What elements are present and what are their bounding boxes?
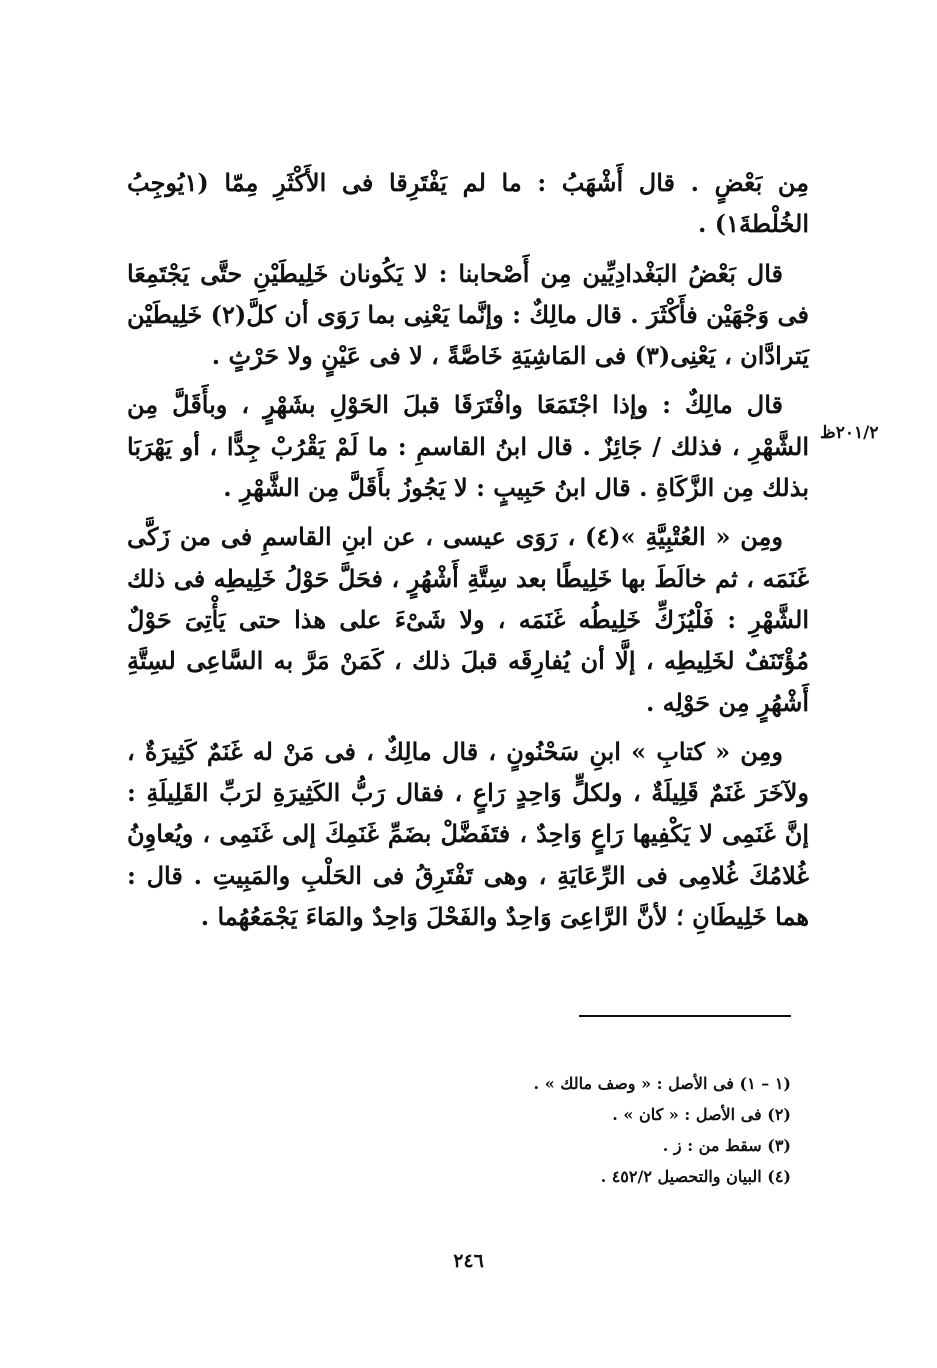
manuscript-folio-note: ٢٠١/٢ظ [820,423,879,443]
footnote-3: (٣) سقط من : ز . [662,1136,791,1155]
footnotes [291,1068,791,1192]
paragraph-4: ومِن « العُتْبِيَّةِ »(٤) ، رَوَى عيسى ، عن ابنِ القاسمِ فى من زَكَّى غَنَمَه ، ثم خالَطَ بها خَلِيطًا بعد سِتَّةِ أَشْهُرٍ ، فحَلَّ حَوْلُ خَلِيطِه فى ذلك الشَّهْرِ : فَلْيُزَكِّ خَلِيطُه غَنَمَه ، ولا شَىْءَ على هذا حتى يَأْتِىَ حَوْلٌ مُؤْتَنَفٌ لخَلِيطِه ، إلَّا أن يُفارِقَه قبلَ ذلك ، كَمَنْ مَرَّ به السَّاعِى لسِتَّةِ أَشْهُرٍ مِن حَوْلِه . [127,522,809,717]
paragraph-1: مِن بَعْضٍ . قال أَشْهَبُ : ما لم يَفْتَرِقا فى الأَكْثَرِ مِمّا (١يُوجِبُ الخُلْطةَ١) . [127,168,809,239]
paragraph-5: ومِن « كتابِ » ابنِ سَحْنُونٍ ، قال مالِكٌ ، فى مَنْ له غَنَمٌ كَثِيرَةٌ ، ولآخَرَ غَنَمٌ قَلِيلَةٌ ، ولكلٍّ وَاحِدٍ رَاعٍ ، فقال رَبُّ الكَثِيرَةِ لرَبِّ القَلِيلَةِ : إنَّ غَنَمِى لا يَكْفِيها رَاعٍ وَاحِدٌ ، فتَفَضَّلْ بضَمِّ غَنَمِكَ إلى غَنَمِى ، ويُعاوِنُ غُلامُكَ غُلامِى فى الرِّعَايَةِ ، وهى تَفْتَرِقُ فى الحَلْبِ والمَبِيتِ . قال : هما خَلِيطَانِ ؛ لأنَّ الرَّاعِىَ وَاحِدٌ والفَحْلَ وَاحِدٌ والمَاءَ يَجْمَعُهُما . [127,736,809,932]
main-text [127,162,809,945]
footnote-2: (٢) فى الأصل : « كان » . [612,1105,791,1124]
paragraph-2: قال بَعْضُ البَغْدادِيِّين مِن أَصْحابنا : لا يَكُونان خَلِيطَيْنِ حتَّى يَجْتَمِعَا فى وَجْهَيْن فأَكْثَرَ . قال مالِكٌ : وإنَّما يَعْنِى بما رَوَى أن كلَّ(٢) خَلِيطَيْن يَترادَّان ، يَعْنِى(٣) فى المَاشِيَةِ خَاصَّةً ، لا فى عَيْنٍ ولا حَرْثٍ . [127,258,810,371]
footnote-4: (٤) البيان والتحصيل ٤٥٢/٢ . [600,1167,791,1186]
page-number: ٢٤٦ [453,1250,484,1272]
paragraph-3: قال مالِكٌ : وإذا اجْتَمَعَا وافْتَرَقَا قبلَ الحَوْلِ بشَهْرٍ ، وبأَقَلَّ مِن الشَّهْرِ ، فذلك / جَائِزٌ . قال ابنُ القاسمِ : ما لَمْ يَقْرُبْ جِدًّا ، أو يَهْرَبَا بذلك مِن الزَّكَاةِ . قال ابنُ حَبِيبٍ : لا يَجُوزُ بأَقَلَّ مِن الشَّهْرِ . [127,390,809,503]
footnote-1: (١ – ١) فى الأصل : « وصف مالك » . [533,1074,791,1093]
footnote-divider [579,1015,791,1017]
